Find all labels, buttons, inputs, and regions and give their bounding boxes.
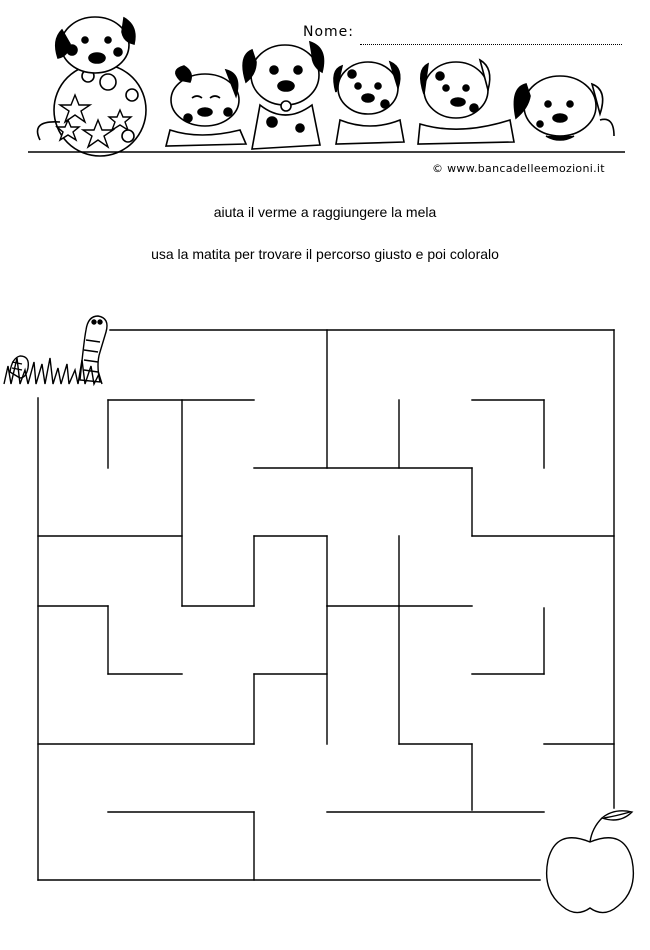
worm-in-grass-illustration <box>4 316 107 384</box>
instruction-line-1: aiuta il verme a raggiungere la mela <box>213 204 437 220</box>
apple-illustration <box>547 811 634 913</box>
maze[interactable] <box>0 300 650 940</box>
name-field-line[interactable] <box>360 44 622 45</box>
instruction-line-2: usa la matita per trovare il percorso giusto e poi coloralo <box>151 246 499 262</box>
maze-walls <box>38 330 614 880</box>
name-label: Nome: <box>303 24 355 40</box>
copyright-text: © www.bancadelleemozioni.it <box>432 162 605 175</box>
